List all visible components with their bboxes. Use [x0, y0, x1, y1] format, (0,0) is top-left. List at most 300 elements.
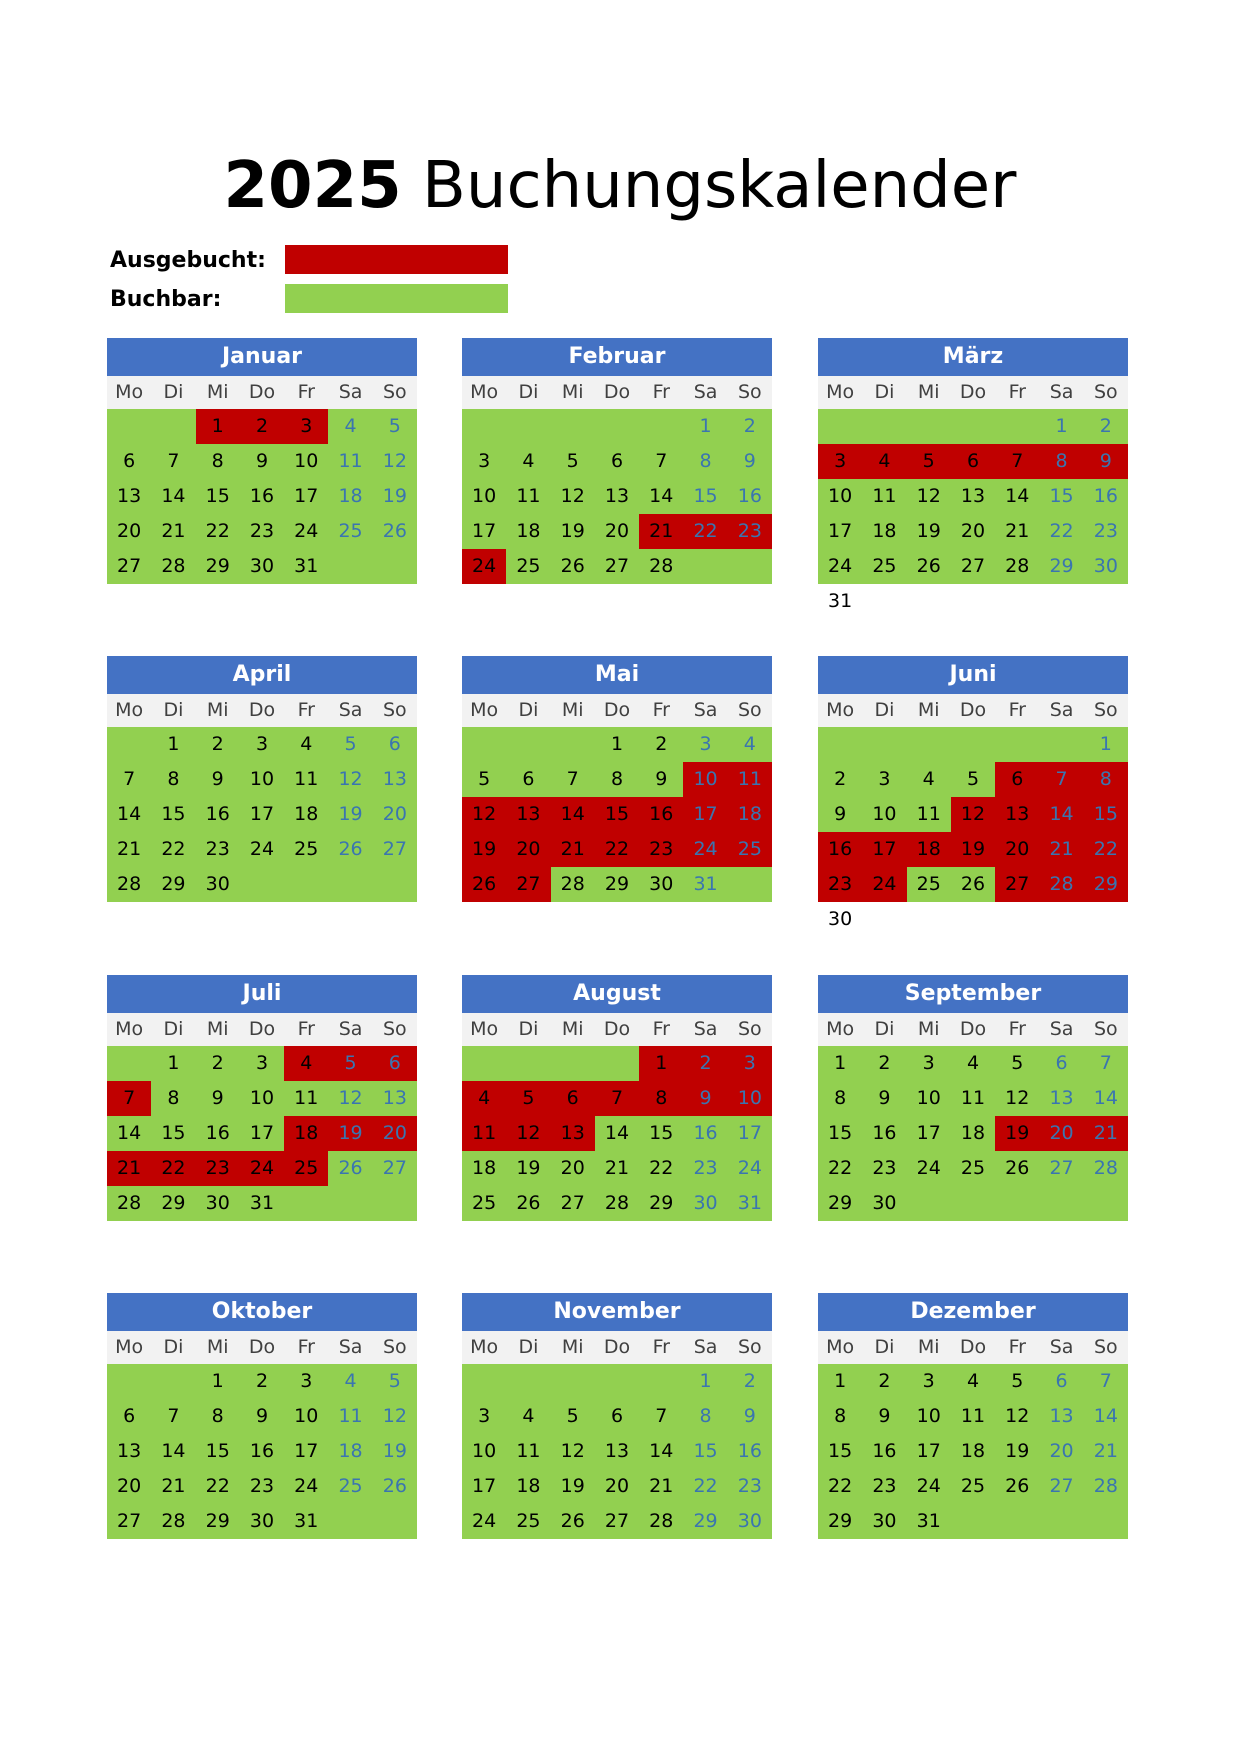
month-header: März [818, 338, 1128, 376]
weekday-label: Di [874, 1018, 895, 1040]
day-cell: 22 [683, 1469, 727, 1504]
empty-cell [595, 1046, 639, 1081]
day-cell: 15 [595, 797, 639, 832]
day-cell: 9 [818, 797, 862, 832]
day-cell: 15 [683, 479, 727, 514]
empty-cell [1039, 584, 1083, 619]
weekday-label: So [737, 1018, 762, 1040]
day-cell: 13 [595, 1434, 639, 1469]
weekday-row [462, 1331, 772, 1364]
day-cell: 20 [107, 514, 151, 549]
day-cell: 15 [818, 1116, 862, 1151]
day-cell: 9 [1084, 444, 1128, 479]
weekday-label: Fr [1008, 1336, 1026, 1358]
day-cell: 16 [240, 479, 284, 514]
day-cell: 25 [284, 1151, 328, 1186]
empty-cell [951, 1186, 995, 1221]
day-cell: 10 [818, 479, 862, 514]
day-cell: 20 [506, 832, 550, 867]
weekday-label: So [382, 699, 407, 721]
day-cell: 30 [1084, 549, 1128, 584]
day-cell: 1 [818, 1364, 862, 1399]
day-cell: 5 [551, 444, 595, 479]
day-cell: 15 [1039, 479, 1083, 514]
day-cell: 19 [551, 514, 595, 549]
weekday-label: Sa [1049, 1018, 1074, 1040]
weekday-label: Mo [826, 1018, 855, 1040]
empty-cell [1084, 902, 1128, 937]
day-cell: 29 [196, 549, 240, 584]
day-cell: 26 [328, 1151, 372, 1186]
weekday-row [818, 694, 1128, 727]
empty-cell [1039, 727, 1083, 762]
day-cell: 7 [639, 1399, 683, 1434]
day-cell: 16 [862, 1116, 906, 1151]
day-cell: 31 [284, 1504, 328, 1539]
empty-cell [907, 1186, 951, 1221]
weekday-label: Do [959, 381, 987, 403]
day-cell: 22 [683, 514, 727, 549]
empty-cell [328, 549, 372, 584]
empty-cell [107, 1364, 151, 1399]
day-cell: 19 [373, 479, 417, 514]
day-cell: 15 [151, 1116, 195, 1151]
day-cell: 21 [107, 1151, 151, 1186]
weekday-row [462, 376, 772, 409]
weekday-row [818, 1331, 1128, 1364]
day-cell: 4 [862, 444, 906, 479]
day-cell: 2 [639, 727, 683, 762]
day-cell: 25 [951, 1469, 995, 1504]
empty-cell [373, 1504, 417, 1539]
day-cell: 10 [862, 797, 906, 832]
day-cell: 17 [907, 1116, 951, 1151]
day-cell: 11 [284, 762, 328, 797]
day-cell: 25 [462, 1186, 506, 1221]
day-cell: 26 [551, 1504, 595, 1539]
empty-cell [506, 1364, 550, 1399]
day-cell: 18 [951, 1434, 995, 1469]
day-cell: 7 [551, 762, 595, 797]
weekday-row [107, 694, 417, 727]
empty-cell [907, 727, 951, 762]
day-cell: 29 [1084, 867, 1128, 902]
empty-cell [1039, 1504, 1083, 1539]
empty-cell [1039, 1186, 1083, 1221]
weekday-label: Mi [206, 699, 229, 721]
day-cell: 1 [1039, 409, 1083, 444]
day-cell: 3 [284, 409, 328, 444]
day-cell: 20 [595, 514, 639, 549]
weekday-label: Mo [470, 1336, 499, 1358]
day-cell: 5 [551, 1399, 595, 1434]
day-cell: 30 [196, 1186, 240, 1221]
day-cell: 7 [595, 1081, 639, 1116]
weekday-label: Di [518, 1336, 539, 1358]
weekday-label: Do [248, 1018, 276, 1040]
day-cell: 31 [828, 590, 853, 612]
day-cell: 5 [951, 762, 995, 797]
day-cell: 12 [328, 1081, 372, 1116]
day-cell: 29 [196, 1504, 240, 1539]
empty-cell [462, 1364, 506, 1399]
day-cell: 19 [995, 1116, 1039, 1151]
day-cell: 3 [284, 1364, 328, 1399]
empty-cell [462, 1046, 506, 1081]
day-cell: 6 [1039, 1364, 1083, 1399]
weekday-label: Mi [917, 699, 940, 721]
day-cell: 26 [328, 832, 372, 867]
day-cell: 4 [951, 1046, 995, 1081]
day-cell: 29 [639, 1186, 683, 1221]
weekday-label: Fr [297, 699, 315, 721]
weekday-label: So [382, 1018, 407, 1040]
weekday-label: Mi [206, 1018, 229, 1040]
weekday-label: Fr [652, 699, 670, 721]
day-cell: 4 [328, 1364, 372, 1399]
weekday-label: So [1093, 1336, 1118, 1358]
day-cell: 10 [284, 1399, 328, 1434]
weekday-label: Mo [826, 381, 855, 403]
day-cell: 29 [595, 867, 639, 902]
day-cell: 12 [551, 479, 595, 514]
day-cell: 28 [595, 1186, 639, 1221]
day-cell: 16 [818, 832, 862, 867]
day-cell: 2 [728, 409, 772, 444]
day-cell: 5 [506, 1081, 550, 1116]
day-cell: 2 [1084, 409, 1128, 444]
day-cell: 2 [862, 1364, 906, 1399]
day-cell: 20 [1039, 1116, 1083, 1151]
month-februar [462, 338, 772, 584]
day-cell: 9 [862, 1081, 906, 1116]
day-cell: 20 [951, 514, 995, 549]
month-header: August [462, 975, 772, 1013]
day-cell: 11 [862, 479, 906, 514]
day-cell: 23 [818, 867, 862, 902]
day-cell: 3 [862, 762, 906, 797]
day-cell: 8 [595, 762, 639, 797]
day-cell: 1 [196, 1364, 240, 1399]
day-cell: 27 [1039, 1469, 1083, 1504]
weekday-label: Mi [917, 1018, 940, 1040]
day-cell: 5 [328, 1046, 372, 1081]
day-cell: 18 [506, 1469, 550, 1504]
weekday-label: Mi [561, 1018, 584, 1040]
day-cell: 30 [196, 867, 240, 902]
day-cell: 29 [151, 1186, 195, 1221]
day-cell: 10 [728, 1081, 772, 1116]
day-cell: 8 [683, 1399, 727, 1434]
weekday-label: Sa [693, 381, 718, 403]
day-cell: 17 [462, 1469, 506, 1504]
day-cell: 22 [1084, 832, 1128, 867]
day-cell: 28 [151, 1504, 195, 1539]
empty-cell [595, 409, 639, 444]
empty-cell [995, 727, 1039, 762]
day-cell: 18 [506, 514, 550, 549]
empty-cell [818, 409, 862, 444]
weekday-label: Sa [338, 381, 363, 403]
day-grid [818, 409, 1128, 619]
month-header: Juli [107, 975, 417, 1013]
month-januar [107, 338, 417, 584]
day-cell: 24 [284, 514, 328, 549]
day-cell: 31 [240, 1186, 284, 1221]
title-text: Buchungskalender [421, 149, 1017, 223]
weekday-row [107, 1013, 417, 1046]
weekday-label: Do [248, 381, 276, 403]
weekday-label: Fr [297, 1336, 315, 1358]
day-cell: 20 [373, 797, 417, 832]
day-cell: 7 [151, 444, 195, 479]
weekday-label: Fr [297, 1018, 315, 1040]
day-cell: 15 [196, 479, 240, 514]
empty-cell [551, 727, 595, 762]
day-cell: 30 [683, 1186, 727, 1221]
day-cell: 27 [107, 1504, 151, 1539]
day-cell: 12 [995, 1399, 1039, 1434]
day-cell: 26 [373, 1469, 417, 1504]
day-cell: 30 [828, 908, 853, 930]
empty-cell [373, 867, 417, 902]
legend-free-swatch [285, 284, 508, 313]
day-cell: 23 [728, 1469, 772, 1504]
day-cell: 8 [818, 1081, 862, 1116]
month-header: Januar [107, 338, 417, 376]
empty-cell [907, 409, 951, 444]
day-cell: 11 [728, 762, 772, 797]
weekday-label: Mo [826, 1336, 855, 1358]
day-cell: 17 [240, 797, 284, 832]
day-cell: 29 [818, 1186, 862, 1221]
page-title [0, 148, 1240, 224]
weekday-label: So [382, 1336, 407, 1358]
weekday-label: So [737, 381, 762, 403]
day-cell: 11 [506, 479, 550, 514]
day-cell: 18 [907, 832, 951, 867]
day-cell: 4 [284, 727, 328, 762]
day-cell: 3 [907, 1046, 951, 1081]
empty-cell [328, 1504, 372, 1539]
day-cell: 19 [995, 1434, 1039, 1469]
day-cell: 3 [728, 1046, 772, 1081]
day-cell: 2 [862, 1046, 906, 1081]
day-grid [462, 409, 772, 584]
day-cell: 24 [907, 1469, 951, 1504]
day-cell: 7 [1084, 1046, 1128, 1081]
day-cell: 10 [462, 1434, 506, 1469]
day-cell: 23 [639, 832, 683, 867]
day-cell: 17 [907, 1434, 951, 1469]
day-cell: 18 [462, 1151, 506, 1186]
weekday-label: Sa [338, 1018, 363, 1040]
day-cell: 15 [639, 1116, 683, 1151]
day-cell: 2 [196, 727, 240, 762]
empty-cell [951, 409, 995, 444]
weekday-label: So [1093, 1018, 1118, 1040]
empty-cell [907, 902, 951, 937]
empty-cell [862, 584, 906, 619]
day-grid [462, 727, 772, 902]
day-cell: 23 [196, 832, 240, 867]
weekday-label: Sa [1049, 1336, 1074, 1358]
day-cell: 6 [373, 1046, 417, 1081]
day-cell: 24 [683, 832, 727, 867]
day-cell: 23 [862, 1151, 906, 1186]
weekday-row [462, 694, 772, 727]
day-cell: 25 [284, 832, 328, 867]
day-cell: 26 [506, 1186, 550, 1221]
day-cell: 29 [1039, 549, 1083, 584]
day-cell: 28 [639, 1504, 683, 1539]
day-cell: 1 [595, 727, 639, 762]
day-cell: 21 [551, 832, 595, 867]
day-cell: 14 [995, 479, 1039, 514]
empty-cell [284, 1186, 328, 1221]
month-juni [818, 656, 1128, 937]
day-cell: 22 [196, 514, 240, 549]
empty-cell [462, 727, 506, 762]
day-cell: 6 [107, 444, 151, 479]
day-cell: 16 [196, 797, 240, 832]
day-cell: 5 [373, 1364, 417, 1399]
empty-cell [1084, 1186, 1128, 1221]
weekday-label: Sa [338, 699, 363, 721]
weekday-label: Mi [206, 1336, 229, 1358]
day-cell: 24 [862, 867, 906, 902]
weekday-row [462, 1013, 772, 1046]
day-cell: 19 [506, 1151, 550, 1186]
day-cell: 28 [551, 867, 595, 902]
day-cell: 14 [1084, 1399, 1128, 1434]
month-header: April [107, 656, 417, 694]
empty-cell [995, 409, 1039, 444]
day-cell: 5 [328, 727, 372, 762]
day-cell: 4 [951, 1364, 995, 1399]
day-cell: 12 [373, 1399, 417, 1434]
day-cell: 9 [240, 444, 284, 479]
day-cell: 13 [506, 797, 550, 832]
day-cell: 5 [995, 1364, 1039, 1399]
day-cell: 12 [995, 1081, 1039, 1116]
day-cell: 22 [151, 832, 195, 867]
day-cell: 1 [1084, 727, 1128, 762]
day-cell: 11 [951, 1081, 995, 1116]
month-april [107, 656, 417, 902]
weekday-label: Fr [1008, 1018, 1026, 1040]
day-cell: 1 [196, 409, 240, 444]
day-cell: 30 [862, 1504, 906, 1539]
day-cell: 4 [328, 409, 372, 444]
day-cell: 17 [683, 797, 727, 832]
weekday-row [818, 376, 1128, 409]
day-cell: 22 [151, 1151, 195, 1186]
day-cell: 19 [373, 1434, 417, 1469]
empty-cell [951, 902, 995, 937]
empty-cell [462, 409, 506, 444]
weekday-label: Di [518, 381, 539, 403]
day-cell: 13 [1039, 1399, 1083, 1434]
weekday-label: Mi [561, 381, 584, 403]
day-cell: 31 [728, 1186, 772, 1221]
day-cell: 1 [683, 409, 727, 444]
day-cell: 14 [551, 797, 595, 832]
day-cell: 26 [462, 867, 506, 902]
day-cell: 20 [373, 1116, 417, 1151]
title-year: 2025 [223, 149, 402, 223]
day-cell: 14 [1039, 797, 1083, 832]
day-cell: 8 [151, 1081, 195, 1116]
day-cell: 8 [196, 444, 240, 479]
empty-cell [506, 727, 550, 762]
day-cell: 19 [951, 832, 995, 867]
day-cell: 20 [595, 1469, 639, 1504]
day-cell: 11 [328, 1399, 372, 1434]
weekday-row [107, 1331, 417, 1364]
day-cell: 24 [462, 1504, 506, 1539]
day-cell: 27 [595, 549, 639, 584]
day-cell: 5 [462, 762, 506, 797]
day-cell: 8 [151, 762, 195, 797]
day-cell: 28 [639, 549, 683, 584]
day-grid [107, 409, 417, 584]
day-cell: 17 [284, 1434, 328, 1469]
day-cell: 6 [373, 727, 417, 762]
day-cell: 9 [683, 1081, 727, 1116]
day-cell: 14 [107, 797, 151, 832]
day-cell: 30 [639, 867, 683, 902]
day-cell: 6 [551, 1081, 595, 1116]
day-cell: 17 [462, 514, 506, 549]
day-cell: 22 [639, 1151, 683, 1186]
day-cell: 15 [196, 1434, 240, 1469]
day-cell: 11 [462, 1116, 506, 1151]
weekday-label: Mi [561, 1336, 584, 1358]
day-cell: 11 [907, 797, 951, 832]
day-cell: 1 [151, 1046, 195, 1081]
weekday-label: Sa [338, 1336, 363, 1358]
day-cell: 13 [373, 1081, 417, 1116]
weekday-label: Sa [1049, 381, 1074, 403]
day-cell: 1 [151, 727, 195, 762]
weekday-label: Mo [826, 699, 855, 721]
day-cell: 7 [107, 762, 151, 797]
empty-cell [862, 409, 906, 444]
day-cell: 26 [907, 549, 951, 584]
day-cell: 18 [728, 797, 772, 832]
empty-cell [373, 1186, 417, 1221]
day-cell: 10 [462, 479, 506, 514]
empty-cell [862, 727, 906, 762]
day-cell: 13 [951, 479, 995, 514]
day-cell: 10 [284, 444, 328, 479]
weekday-row [818, 1013, 1128, 1046]
month-september [818, 975, 1128, 1221]
day-cell: 4 [506, 1399, 550, 1434]
day-cell: 5 [995, 1046, 1039, 1081]
day-cell: 18 [862, 514, 906, 549]
day-cell: 17 [284, 479, 328, 514]
weekday-label: Mo [115, 1018, 144, 1040]
day-cell: 14 [151, 1434, 195, 1469]
weekday-label: Mo [115, 381, 144, 403]
day-cell: 21 [995, 514, 1039, 549]
day-cell: 21 [595, 1151, 639, 1186]
day-cell: 12 [373, 444, 417, 479]
day-cell: 13 [107, 479, 151, 514]
day-cell: 25 [862, 549, 906, 584]
